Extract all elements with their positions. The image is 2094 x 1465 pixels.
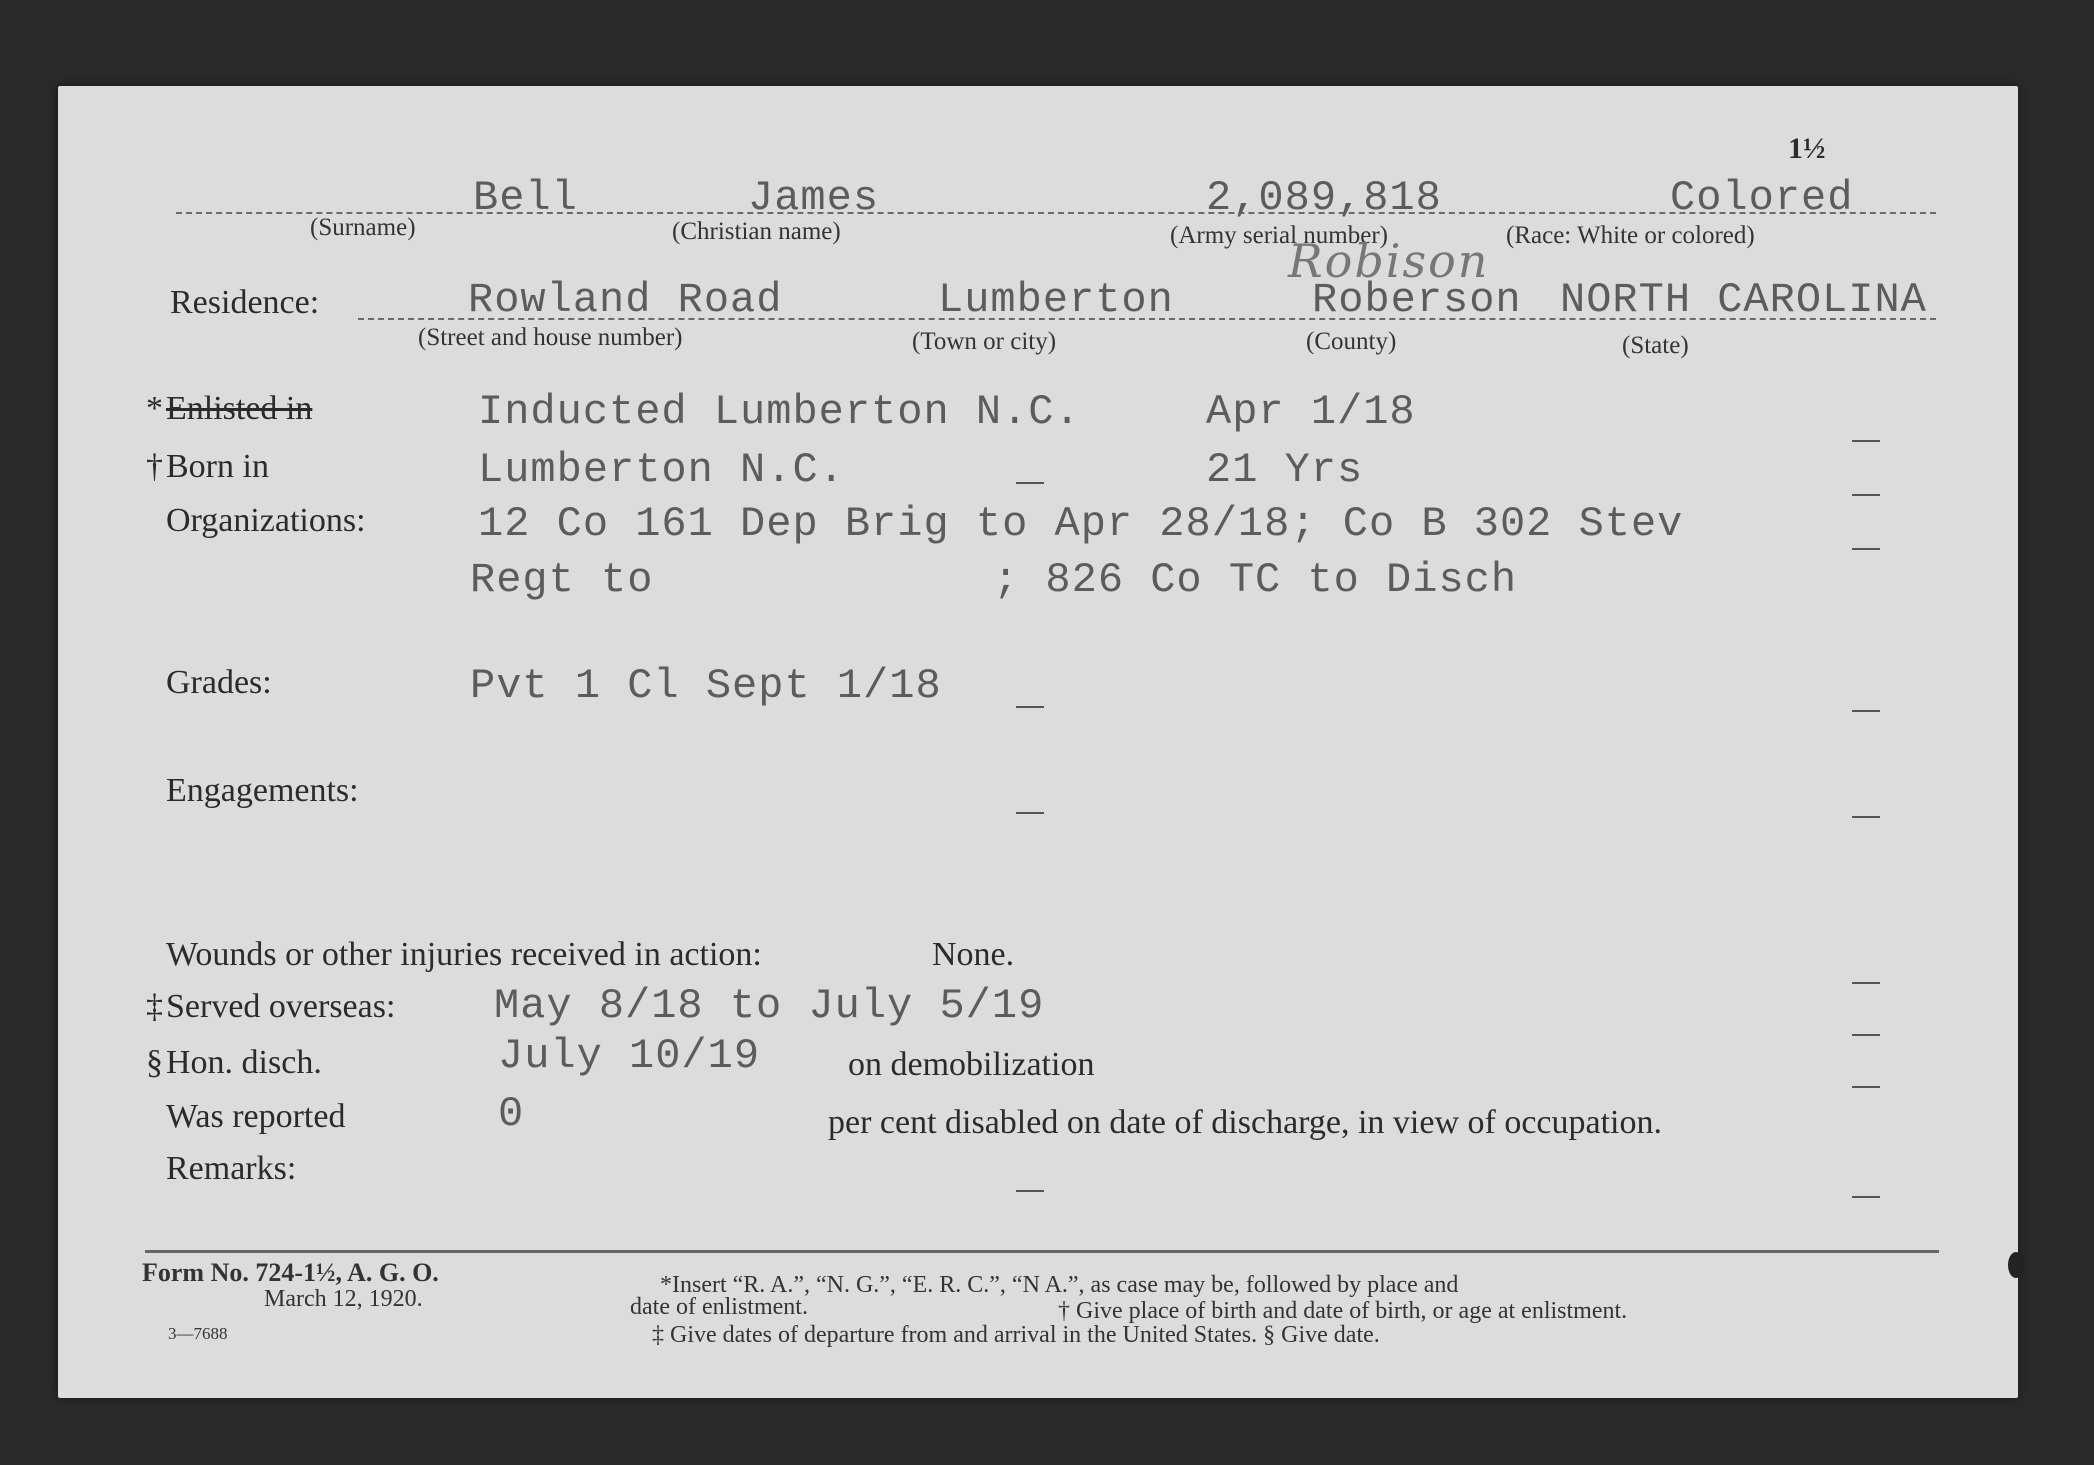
- overseas-marker: ‡: [146, 988, 163, 1025]
- race-value: Colored: [1670, 174, 1854, 222]
- county-handwritten-correction: Robison: [1288, 234, 1490, 288]
- overseas-label: Served overseas:: [166, 988, 396, 1025]
- street-caption: (Street and house number): [418, 324, 683, 351]
- born-marker: †: [146, 448, 163, 485]
- born-age: 21 Yrs: [1206, 446, 1364, 494]
- race-caption: (Race: White or colored): [1506, 222, 1755, 249]
- enlisted-marker: *: [146, 390, 163, 427]
- organizations-line-2b: ; 826 Co TC to Disch: [993, 556, 1518, 604]
- dash-mark: [1852, 982, 1880, 984]
- county-value: Roberson: [1312, 276, 1522, 324]
- grades-value: Pvt 1 Cl Sept 1/18: [470, 662, 942, 710]
- dash-mark: [1852, 816, 1880, 818]
- dash-mark: [1852, 710, 1880, 712]
- surname-value: Bell: [473, 174, 578, 222]
- wounds-label: Wounds or other injuries received in action:: [166, 936, 762, 973]
- county-caption: (County): [1306, 328, 1397, 355]
- grades-label: Grades:: [166, 664, 272, 701]
- footnote-3: ‡ Give dates of departure from and arrival in the United States. § Give date.: [652, 1322, 1380, 1348]
- dash-mark: [1852, 548, 1880, 550]
- dash-mark: [1852, 1034, 1880, 1036]
- organizations-line-2a: Regt to: [470, 556, 654, 604]
- card-number: 1½: [1788, 132, 1826, 165]
- footnote-2a: date of enlistment.: [630, 1294, 808, 1320]
- wounds-value: None.: [932, 936, 1015, 973]
- discharge-marker: §: [146, 1044, 163, 1081]
- punch-hole: [2008, 1252, 2024, 1278]
- dash-mark: [1016, 706, 1044, 708]
- town-caption: (Town or city): [912, 328, 1057, 355]
- remarks-label: Remarks:: [166, 1150, 297, 1187]
- engagements-label: Engagements:: [166, 772, 359, 809]
- christian-name-value: James: [748, 174, 880, 222]
- dash-mark: [1016, 482, 1044, 484]
- dash-mark: [1016, 1190, 1044, 1192]
- serial-number-caption: (Army serial number): [1170, 222, 1388, 249]
- born-value: Lumberton N.C.: [478, 446, 845, 494]
- state-value: NORTH CAROLINA: [1560, 276, 1927, 324]
- organizations-label: Organizations:: [166, 502, 366, 539]
- discharge-label: Hon. disch.: [166, 1044, 322, 1081]
- enlisted-date: Apr 1/18: [1206, 388, 1416, 436]
- town-value: Lumberton: [938, 276, 1174, 324]
- dash-mark: [1852, 1196, 1880, 1198]
- state-caption: (State): [1622, 332, 1689, 359]
- reported-note: per cent disabled on date of discharge, in view of occupation.: [828, 1104, 1662, 1141]
- surname-caption: (Surname): [310, 214, 416, 241]
- discharge-value: July 10/19: [498, 1032, 761, 1080]
- form-date: March 12, 1920.: [264, 1286, 423, 1312]
- street-value: Rowland Road: [468, 276, 783, 324]
- footer-divider: [145, 1250, 1939, 1253]
- service-record-card: [58, 86, 2018, 1398]
- christian-name-caption: (Christian name): [672, 218, 841, 245]
- print-code: 3—7688: [168, 1324, 228, 1343]
- dash-mark: [1852, 494, 1880, 496]
- overseas-value: May 8/18 to July 5/19: [494, 982, 1045, 1030]
- residence-label: Residence:: [170, 284, 320, 321]
- footnote-1: *Insert “R. A.”, “N. G.”, “E. R. C.”, “N A.”, as case may be, followed by place and: [660, 1272, 1459, 1298]
- serial-number-value: 2,089,818: [1206, 174, 1442, 222]
- reported-value: 0: [498, 1090, 525, 1138]
- dash-mark: [1016, 812, 1044, 814]
- reported-label: Was reported: [166, 1098, 346, 1135]
- form-number: Form No. 724-1½, A. G. O.: [142, 1258, 439, 1287]
- enlisted-value: Inducted Lumberton N.C.: [478, 388, 1081, 436]
- organizations-line-1: 12 Co 161 Dep Brig to Apr 28/18; Co B 302 Stev: [478, 500, 1684, 548]
- dash-mark: [1852, 1086, 1880, 1088]
- footnote-2b: † Give place of birth and date of birth, or age at enlistment.: [1058, 1298, 1628, 1324]
- discharge-note: on demobilization: [848, 1046, 1095, 1083]
- dash-mark: [1852, 440, 1880, 442]
- enlisted-label: Enlisted in: [166, 390, 313, 427]
- born-label: Born in: [166, 448, 269, 485]
